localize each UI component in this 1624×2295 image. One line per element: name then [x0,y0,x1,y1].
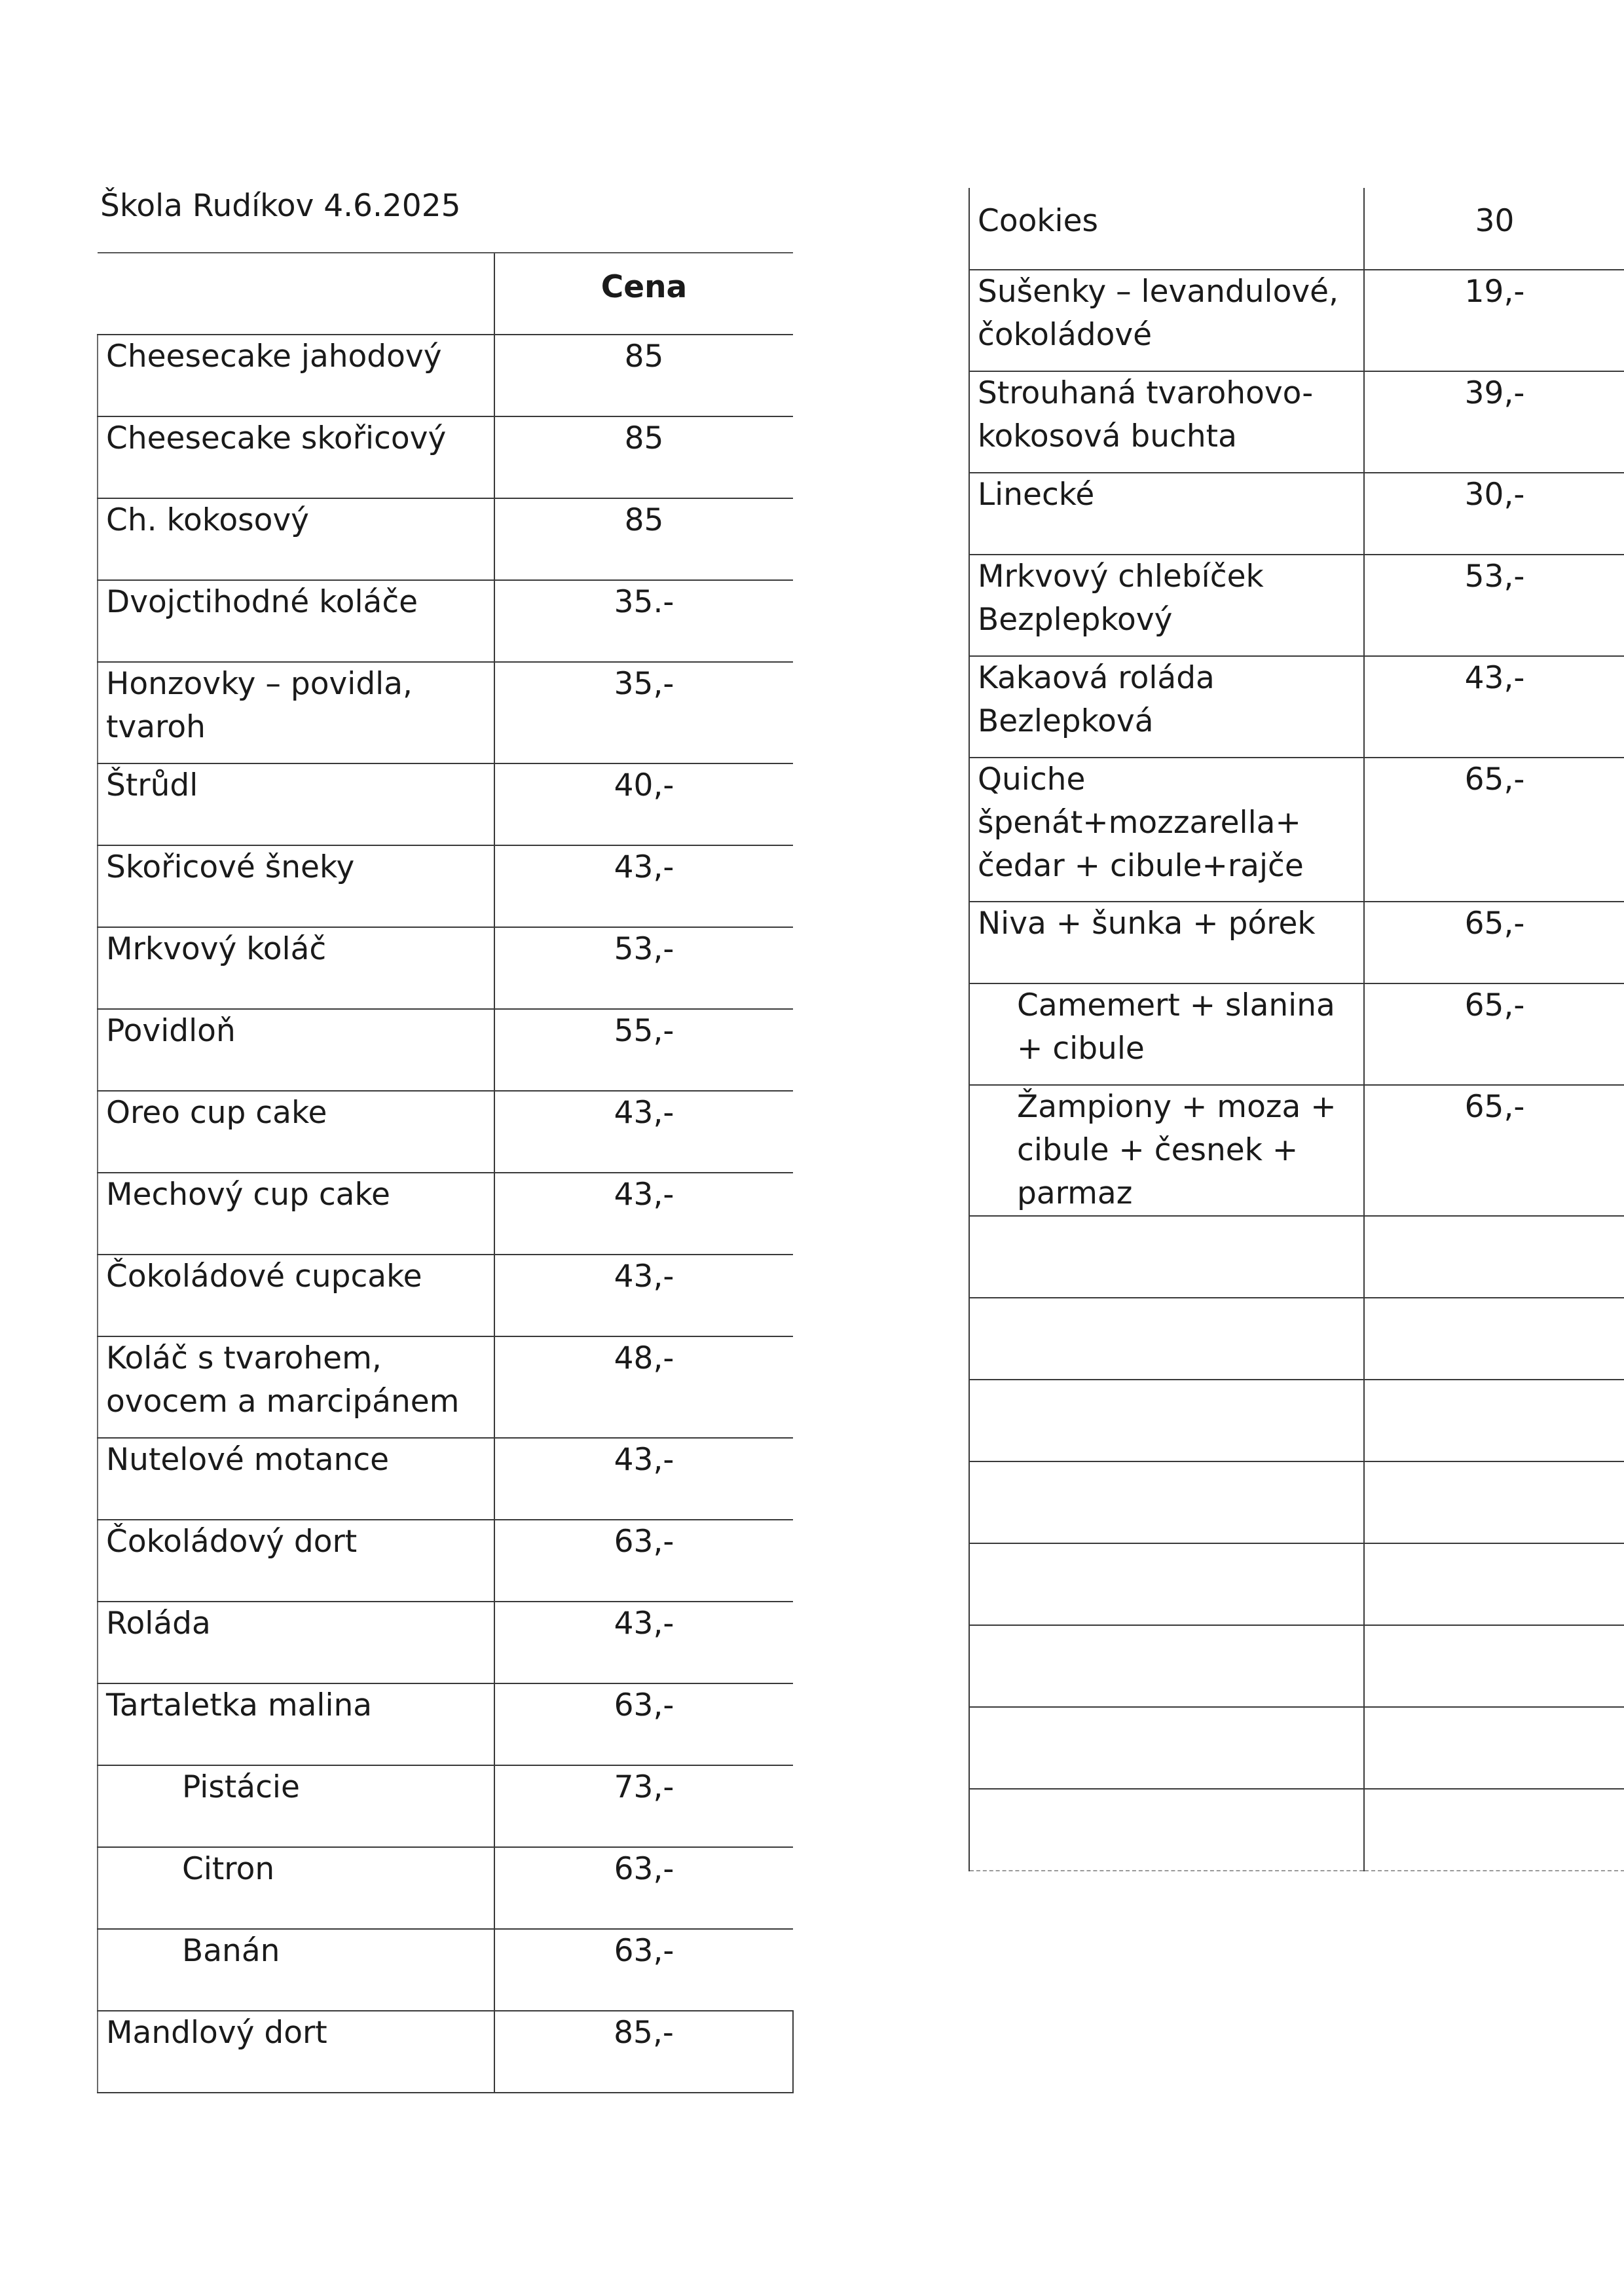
item-price: 63,- [494,1683,793,1765]
item-name: Nutelové motance [98,1438,494,1520]
empty-cell [969,1298,1364,1380]
item-price: 43,- [494,1602,793,1683]
table-row [98,1255,793,1336]
table-header-row [98,253,793,335]
empty-cell [1364,1380,1624,1461]
header-price: Cena [494,253,793,335]
empty-cell [969,1625,1364,1707]
table-row [98,763,793,845]
table-row [98,580,793,662]
item-name: Kakaová roláda Bezlepková [969,656,1364,758]
empty-cell [969,1543,1364,1625]
empty-cell [1364,1789,1624,1871]
item-name: Citron [98,1847,494,1929]
table-row [969,1085,1624,1216]
item-price: 43,- [494,1255,793,1336]
item-name: Tartaletka malina [98,1683,494,1765]
empty-row [969,1380,1624,1461]
item-price: 85 [494,335,793,416]
item-price: 40,- [494,763,793,845]
empty-row [969,1707,1624,1789]
item-name: Mrkvový koláč [98,927,494,1009]
table-row [98,662,793,763]
table-row [969,555,1624,656]
table-row [969,473,1624,555]
table-row [969,270,1624,371]
item-price: 65,- [1364,1085,1624,1216]
item-name-text: Žampiony + moza + cibule + česnek + parmaz [1017,1089,1337,1211]
table-row [98,2011,793,2093]
item-name: Mandlový dort [98,2011,494,2093]
item-price: 43,- [494,845,793,927]
item-name: Mrkvový chlebíček Bezplepkový [969,555,1364,656]
empty-cell [1364,1461,1624,1543]
empty-cell [969,1380,1364,1461]
table-row [98,845,793,927]
item-price: 73,- [494,1765,793,1847]
table-row [98,1602,793,1683]
item-price: 43,- [1364,656,1624,758]
item-name: Skořicové šneky [98,845,494,927]
item-name: Quiche špenát+mozzarella+ čedar + cibule+rajče [969,758,1364,902]
item-name-text: Camemert + slanina + cibule [1017,987,1335,1067]
table-row [98,1765,793,1847]
item-price: 85 [494,498,793,580]
item-price: 53,- [1364,555,1624,656]
item-name: Ch. kokosový [98,498,494,580]
empty-cell [1364,1543,1624,1625]
item-name: Banán [98,1929,494,2011]
empty-row [969,1461,1624,1543]
table-row [969,758,1624,902]
item-name: Dvojctihodné koláče [98,580,494,662]
item-price: 85 [494,416,793,498]
price-table-right [969,188,1624,1871]
item-name: Cheesecake jahodový [98,335,494,416]
item-name: Čokoládový dort [98,1520,494,1602]
table-row [98,1336,793,1438]
empty-cell [969,1461,1364,1543]
item-price: 55,- [494,1009,793,1091]
table-row [98,1683,793,1765]
item-price: 35,- [494,662,793,763]
item-name: Pistácie [98,1765,494,1847]
table-row [98,498,793,580]
table-row [98,1847,793,1929]
table-row [98,1091,793,1173]
table-row [969,902,1624,983]
item-price: 39,- [1364,371,1624,473]
item-name [969,1085,1364,1216]
item-name: Štrůdl [98,763,494,845]
item-name: Roláda [98,1602,494,1683]
item-name: Cheesecake skořicový [98,416,494,498]
item-price: 43,- [494,1438,793,1520]
empty-row [969,1625,1624,1707]
item-name: Koláč s tvarohem, ovocem a marcipánem [98,1336,494,1438]
item-name: Cookies [969,188,1364,270]
item-name: Linecké [969,473,1364,555]
table-row [98,1438,793,1520]
item-name: Mechový cup cake [98,1173,494,1255]
table-row [98,416,793,498]
empty-cell [1364,1216,1624,1298]
item-price: 63,- [494,1929,793,2011]
table-row [969,371,1624,473]
item-price: 43,- [494,1091,793,1173]
item-name [969,983,1364,1085]
header-empty-cell [98,253,494,335]
table-row [98,1929,793,2011]
empty-cell [969,1216,1364,1298]
table-row [98,1173,793,1255]
item-price: 63,- [494,1847,793,1929]
item-price: 19,- [1364,270,1624,371]
item-price: 65,- [1364,983,1624,1085]
price-table-left [97,252,794,2093]
item-name: Sušenky – levandulové, čokoládové [969,270,1364,371]
empty-row [969,1298,1624,1380]
table-row [969,188,1624,270]
item-name: Oreo cup cake [98,1091,494,1173]
item-price: 30 [1364,188,1624,270]
table-row [969,656,1624,758]
table-row [969,983,1624,1085]
item-price: 63,- [494,1520,793,1602]
table-row [98,335,793,416]
empty-cell [1364,1625,1624,1707]
item-price: 43,- [494,1173,793,1255]
empty-cell [1364,1707,1624,1789]
item-name: Čokoládové cupcake [98,1255,494,1336]
empty-row [969,1789,1624,1871]
page-title: Škola Rudíkov 4.6.2025 [100,188,461,224]
item-price: 35.- [494,580,793,662]
item-name: Honzovky – povidla, tvaroh [98,662,494,763]
empty-cell [969,1707,1364,1789]
item-price: 85,- [494,2011,793,2093]
item-name: Povidloň [98,1009,494,1091]
table-row [98,927,793,1009]
item-name: Strouhaná tvarohovo-kokosová buchta [969,371,1364,473]
item-price: 30,- [1364,473,1624,555]
empty-cell [1364,1298,1624,1380]
empty-row [969,1216,1624,1298]
table-row [98,1520,793,1602]
item-price: 48,- [494,1336,793,1438]
empty-row [969,1543,1624,1625]
item-name: Niva + šunka + pórek [969,902,1364,983]
item-price: 65,- [1364,902,1624,983]
table-row [98,1009,793,1091]
item-price: 65,- [1364,758,1624,902]
item-price: 53,- [494,927,793,1009]
empty-cell [969,1789,1364,1871]
